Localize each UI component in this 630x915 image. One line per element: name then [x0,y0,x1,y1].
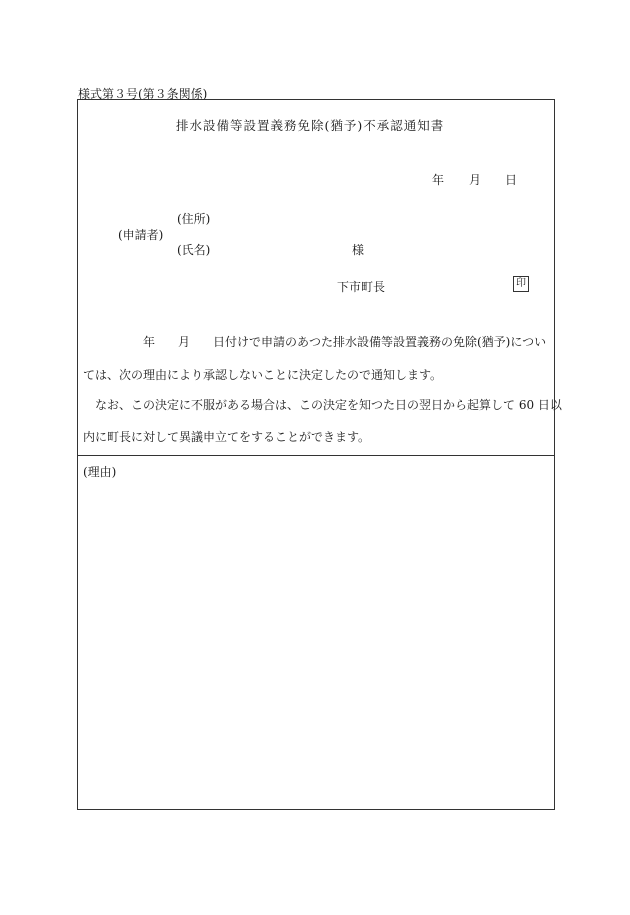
date-day-label: 日 [505,173,518,187]
body-year-label: 年 [143,335,156,349]
honorific-label: 様 [352,243,365,257]
body-line-4: 内に町長に対して異議申立てをすることができます。 [83,430,371,444]
address-label: (住所) [177,212,211,226]
form-number: 様式第３号(第３条関係) [78,87,208,101]
seal-label: 印 [516,278,526,289]
applicant-label: (申請者) [118,228,164,242]
name-label: (氏名) [177,243,211,257]
notice-frame [77,99,555,810]
document-title: 排水設備等設置義務免除(猶予)不承認通知書 [176,118,445,133]
body-month-label: 月 [178,335,191,349]
date-year-label: 年 [432,173,445,187]
reason-label: (理由) [83,465,117,479]
body-line-3: なお、この決定に不服がある場合は、この決定を知つた日の翌日から起算して 60 日以 [83,398,562,412]
body-line-1: 日付けで申請のあつた排水設備等設置義務の免除(猶予)につい [213,335,547,349]
date-month-label: 月 [469,173,482,187]
seal-stamp-icon [513,276,529,292]
body-line-2: ては、次の理由により承認しないことに決定したので通知します。 [83,368,443,382]
section-divider [78,455,554,456]
issuer-title: 下市町長 [337,280,386,294]
